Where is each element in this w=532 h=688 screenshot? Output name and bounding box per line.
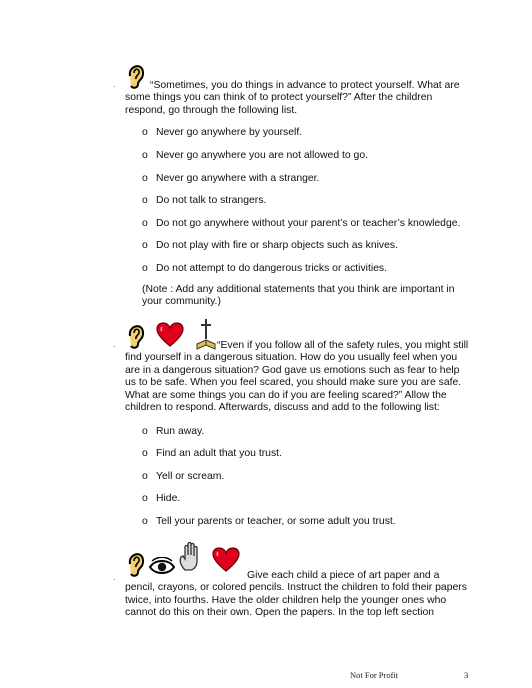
section3-intro: Give each child a piece of art paper and a pencil, crayons, or colored pencils. Instruct the children to fold their papers twice, into fourths. Have the older children help the younger ones who cannot do this on their own. Open the papers. In the top left section — [125, 570, 467, 619]
list-item: o Do not play with fire or sharp objects such as knives. — [142, 240, 398, 251]
list-item: o Run away. — [142, 426, 205, 437]
list-item: o Do not talk to strangers. — [142, 195, 267, 206]
paragraph-bullet: · — [113, 342, 116, 351]
list-item: o Hide. — [142, 493, 181, 504]
section1-intro: “Sometimes, you do things in advance to protect yourself. What are some things you can think of to protect yourself?” After the children respond, go through the following list. — [125, 80, 460, 116]
list-item: o Yell or scream. — [142, 471, 225, 482]
list-item: o Do not attempt to do dangerous tricks or activities. — [142, 263, 388, 274]
paragraph-bullet: · — [113, 575, 116, 584]
list-item: o Never go anywhere you are not allowed to go. — [142, 150, 368, 161]
section1-note: (Note : Add any additional statements that you think are important in your community.) — [142, 284, 455, 308]
page-number: 3 — [464, 670, 469, 680]
list-item: o Tell your parents or teacher, or some adult you trust. — [142, 516, 396, 527]
footer-text: Not For Profit — [350, 670, 399, 680]
list-item: o Do not go anywhere without your parent’s or teacher’s knowledge. — [142, 218, 461, 229]
list-item: o Find an adult that you trust. — [142, 448, 282, 459]
list-item: o Never go anywhere by yourself. — [142, 127, 303, 138]
hand-icon — [178, 542, 204, 572]
paragraph-bullet: · — [113, 82, 116, 91]
list-item: o Never go anywhere with a stranger. — [142, 173, 320, 184]
section2-intro: “Even if you follow all of the safety rules, you might still find yourself in a dangerous situation. How do you usually feel when you are in a dangerous situation? God gave us emotions such as fear to help us to be safe. When you feel scared, you should make sure you are safe. What are some things you can do if you are feeling scared?” Allow the children to respond. Afterwards, discuss and add to the following list: — [125, 340, 469, 414]
